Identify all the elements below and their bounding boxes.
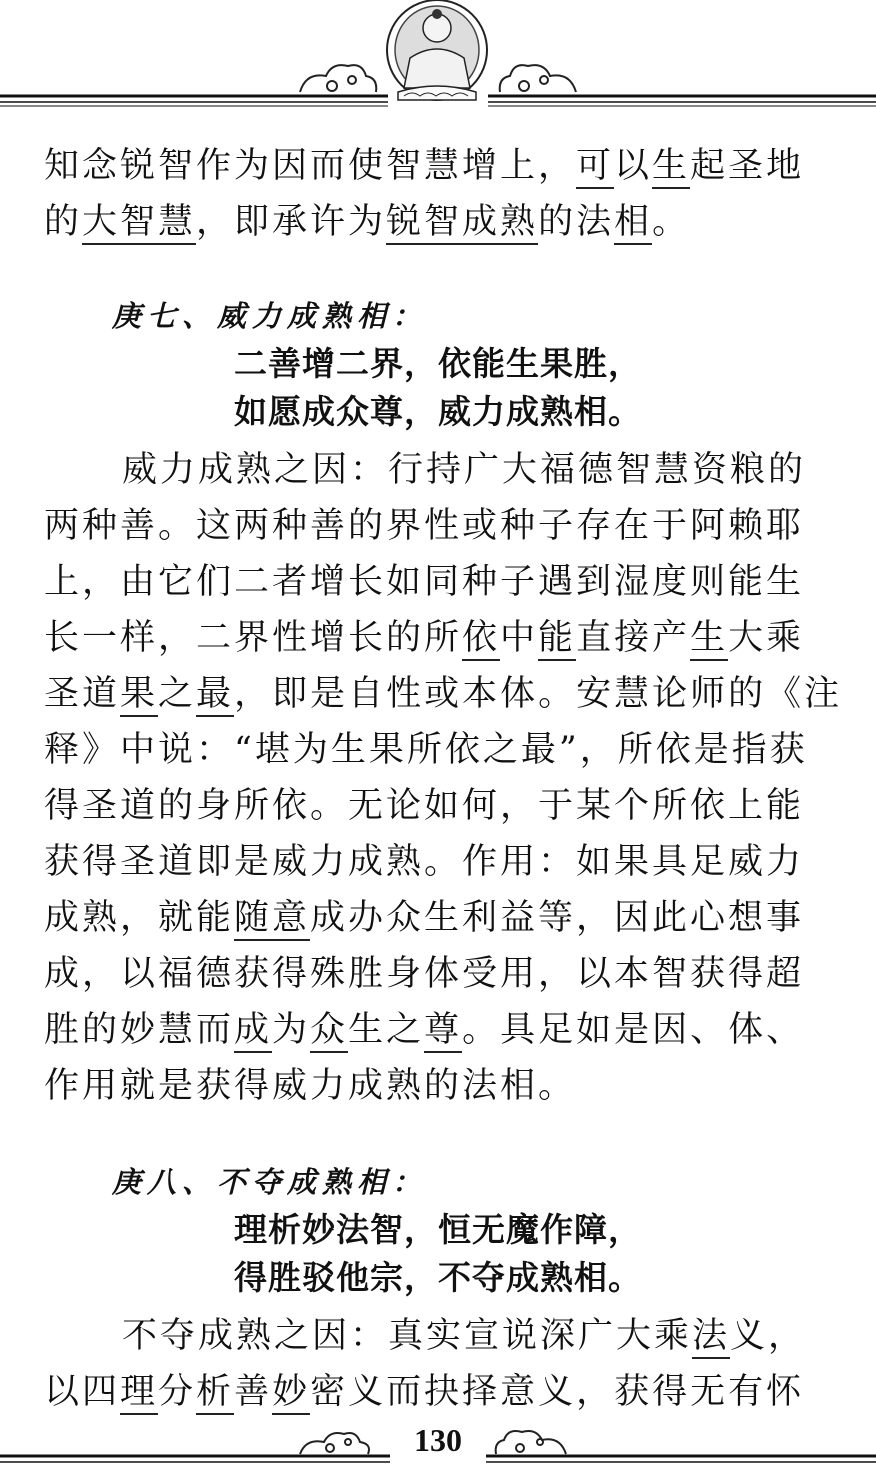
text-run: 以 bbox=[614, 146, 653, 186]
text-run: 知念锐智作为因而使智慧增上， bbox=[44, 146, 577, 186]
verse-line: 得胜驳他宗，不夺成熟相。 bbox=[234, 1258, 642, 1297]
text-run: 不夺成熟之因：真实宣说深广大乘 bbox=[122, 1316, 693, 1356]
text-run: 的 bbox=[44, 202, 83, 242]
underlined-text: 理 bbox=[120, 1372, 158, 1415]
cloud-left-icon bbox=[300, 65, 376, 92]
text-run: 成熟，就能 bbox=[44, 898, 235, 938]
section-heading-7: 庚七、威力成熟相： bbox=[112, 299, 428, 333]
para-line: 威力成熟之因：行持广大福德智慧资粮的 bbox=[122, 450, 807, 490]
text-run: 的法 bbox=[538, 202, 615, 242]
underlined-text: 众 bbox=[310, 1010, 348, 1053]
text-run: 大乘 bbox=[728, 618, 805, 658]
underlined-text: 可 bbox=[576, 146, 614, 189]
verse-8 bbox=[234, 1206, 844, 1302]
underlined-text: 果 bbox=[120, 674, 158, 717]
section-8-paragraph bbox=[44, 1308, 844, 1420]
text-run: 。具足如是因、体、 bbox=[462, 1010, 805, 1050]
text-run: 义， bbox=[730, 1316, 807, 1356]
buddha-emblem bbox=[387, 0, 487, 100]
verse-line: 如愿成众尊，威力成熟相。 bbox=[234, 392, 642, 431]
text-run: 以四 bbox=[44, 1372, 121, 1412]
underlined-text: 锐智成熟 bbox=[386, 202, 538, 245]
underlined-text: 依 bbox=[462, 618, 500, 661]
text-run: 成办众生利益等，因此心想事 bbox=[310, 898, 805, 938]
text-run: 之 bbox=[158, 674, 197, 714]
header-ornament bbox=[0, 0, 876, 112]
underlined-text: 大智慧 bbox=[82, 202, 196, 245]
para-line: 获得圣道即是威力成熟。作用：如果具足威力 bbox=[44, 842, 805, 882]
page-number: 130 bbox=[414, 1422, 462, 1458]
intro-paragraph bbox=[44, 138, 844, 250]
para-line: 得圣道的身所依。无论如何，于某个所依上能 bbox=[44, 786, 805, 826]
underlined-text: 相 bbox=[614, 202, 652, 245]
para-line: 释》中说：“堪为生果所依之最”，所依是指获 bbox=[44, 730, 808, 770]
underlined-text: 生 bbox=[652, 146, 690, 189]
text-run: 生之 bbox=[348, 1010, 425, 1050]
para-line: 成，以福德获得殊胜身体受用，以本智获得超 bbox=[44, 954, 805, 994]
text-run: ，即是自性或本体。安慧论师的《注 bbox=[234, 674, 843, 714]
verse-line: 理析妙法智，恒无魔作障， bbox=[234, 1210, 642, 1249]
text-run: 分 bbox=[158, 1372, 197, 1412]
text-run: 胜的妙慧而 bbox=[44, 1010, 235, 1050]
text-run: ，即承许为 bbox=[196, 202, 387, 242]
footer bbox=[0, 1418, 876, 1468]
para-line: 两种善。这两种善的界性或种子存在于阿赖耶 bbox=[44, 506, 805, 546]
page-body bbox=[44, 138, 844, 1420]
text-run: 圣道 bbox=[44, 674, 121, 714]
verse-7 bbox=[234, 340, 844, 436]
underlined-text: 析 bbox=[196, 1372, 234, 1415]
para-line: 上，由它们二者增长如同种子遇到湿度则能生 bbox=[44, 562, 805, 602]
underlined-text: 生 bbox=[690, 618, 728, 661]
text-run: 起圣地 bbox=[690, 146, 805, 186]
text-run: 善 bbox=[234, 1372, 273, 1412]
section-heading-8: 庚八、不夺成熟相： bbox=[112, 1165, 428, 1199]
verse-line: 二善增二界，依能生果胜， bbox=[234, 344, 642, 383]
text-run: 直接产 bbox=[576, 618, 691, 658]
underlined-text: 随意 bbox=[234, 898, 310, 941]
underlined-text: 法 bbox=[692, 1316, 730, 1359]
text-run: 中 bbox=[500, 618, 539, 658]
underlined-text: 最 bbox=[196, 674, 234, 717]
text-run: 。 bbox=[652, 202, 691, 242]
text-run: 密义而抉择意义，获得无有怀 bbox=[310, 1372, 805, 1412]
underlined-text: 妙 bbox=[272, 1372, 310, 1415]
section-7-paragraph bbox=[44, 442, 844, 1114]
underlined-text: 成 bbox=[234, 1010, 272, 1053]
underlined-text: 能 bbox=[538, 618, 576, 661]
cloud-right-icon bbox=[500, 65, 576, 92]
para-line: 作用就是获得威力成熟的法相。 bbox=[44, 1066, 577, 1106]
underlined-text: 尊 bbox=[424, 1010, 462, 1053]
text-run: 长一样，二界性增长的所 bbox=[44, 618, 463, 658]
text-run: 为 bbox=[272, 1010, 311, 1050]
